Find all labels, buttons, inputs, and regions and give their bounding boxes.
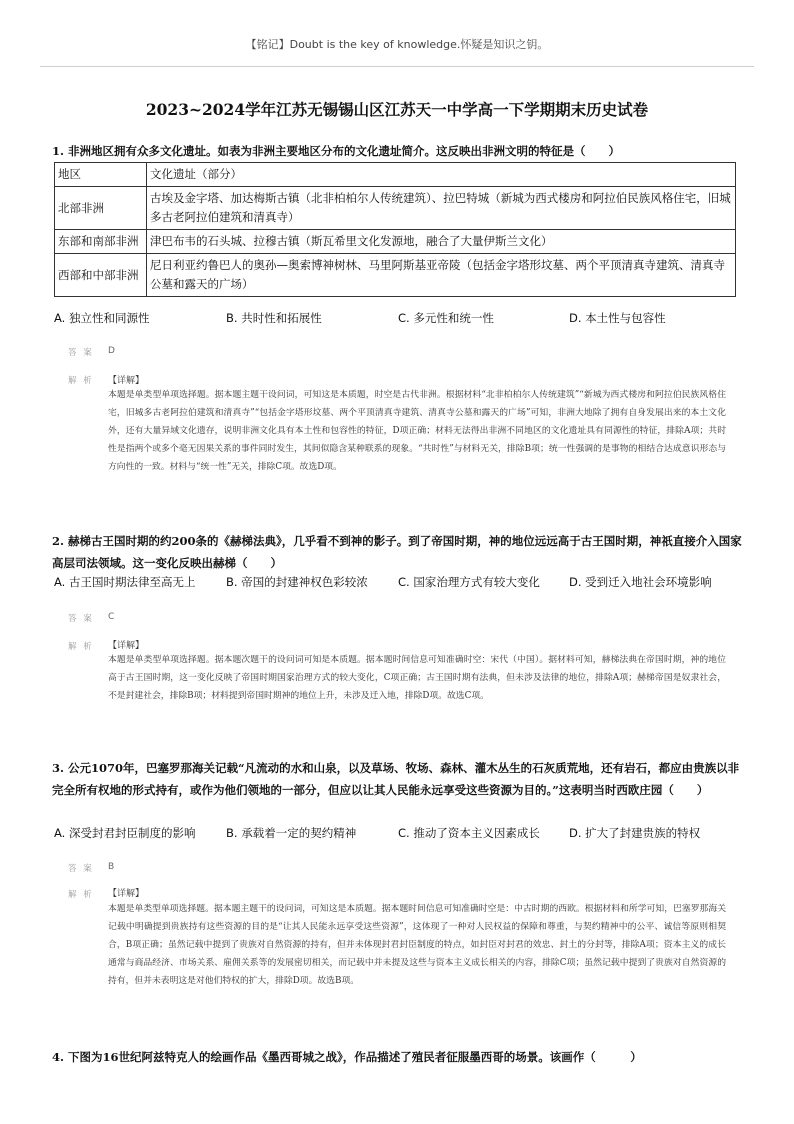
page-motto: 【铭记】Doubt is the key of knowledge.怀疑是知识之钥。 [245,38,549,51]
option-c[interactable]: C. 国家治理方式有较大变化 [398,575,540,589]
option-c[interactable]: C. 推动了资本主义因素成长 [398,826,540,840]
detail-tag: 【详解】 [108,889,145,899]
table-cell-sites: 尼日利亚约鲁巴人的奥孙—奥索博神树林、马里阿斯基亚帝陵（包括金字塔形坟墓、两个平顶清真寺建筑、清真寺公墓和露天的广场） [147,254,736,297]
option-c[interactable]: C. 多元性和统一性 [398,311,494,325]
explanation-text: 本题是单类型单项选择题。据本题主题干设问词，可知这是本质题，时空是古代非洲。根据材料“北非柏柏尔人传统建筑”“新城为西式楼房和阿拉伯民族风格住宅，旧城多古老阿拉伯建筑和清真寺”“包括金字塔形坟墓、两个平顶清真寺建筑、清真寺公墓和露天的广场”可知，非洲大地除了拥有自身发展出来的本土文化外，还有大量异域文化遗存，说明非洲文化具有本土性和包容性的特征，D项正确；材料无法得出非洲不同地区的文化遗址具有同源性的特征，排除A项；共时性是指两个或多个毫无因果关系的事件同时发生，其间似隐含某种联系的现象。“共时性”与材料无关，排除B项；统一性强调的是事物的相结合达成意识形态与方向性的一致。材料与“统一性”无关，排除C项。故选D项。 [108,390,726,472]
table-cell-sites: 古埃及金字塔、加达梅斯古镇（北非柏柏尔人传统建筑）、拉巴特城（新城为西式楼房和阿拉伯民族风格住宅，旧城多古老阿拉伯建筑和清真寺） [147,187,736,230]
question-1-options [54,310,744,328]
answer-value: C [108,612,115,622]
table-header-cell: 地区 [55,163,147,187]
analysis-label: 解 析 [68,890,94,900]
option-d[interactable]: D. 受到迁入地社会环境影响 [569,575,712,589]
answer-value: D [108,346,115,356]
question-2-options [54,574,744,592]
option-d[interactable]: D. 本土性与包容性 [569,311,666,325]
analysis-label: 解 析 [68,642,94,652]
table-row [55,187,736,230]
answer-label: 答 案 [68,614,94,624]
option-b[interactable]: B. 帝国的封建神权色彩较浓 [226,575,368,589]
table-cell-region: 东部和南部非洲 [55,230,147,254]
table-header-row [55,163,736,187]
analysis-label: 解 析 [68,376,94,386]
table-cell-region: 西部和中部非洲 [55,254,147,297]
option-a[interactable]: A. 古王国时期法律至高无上 [54,575,196,589]
option-d[interactable]: D. 扩大了封建贵族的特权 [569,826,701,840]
question-4-stem: 4. 下图为16世纪阿兹特克人的绘画作品《墨西哥城之战》，作品描述了殖民者征服墨西哥的场景。该画作（ ） [52,1050,642,1064]
explanation-text: 本题是单类型单项选择题。据本题主题干的设问词，可知这是本质题。据本题时间信息可知准确时空是：中古时期的西欧。根据材料和所学可知，巴塞罗那海关记载中明确提到贵族持有这些资源的目的是“让其人民能永远享受这些资源”，这体现了一种对人民权益的保障和尊重，与契约精神中的公平、诚信等原则相契合，B项正确；虽然记载中提到了贵族对自然资源的持有，但并未体现封君封臣制度的特点，如封臣对封君的效忠、封土的分封等，排除A项；资本主义的成长通常与商品经济、市场关系、雇佣关系等的发展密切相关，而记载中并未提及这些与资本主义成长相关的内容，排除C项；虽然记载中提到了贵族对自然资源的持有，但并未表明这是对他们特权的扩大，排除D项。故选B项。 [108,904,726,986]
table-row [55,230,736,254]
question-1-stem: 1. 非洲地区拥有众多文化遗址。如表为非洲主要地区分布的文化遗址简介。这反映出非洲文明的特征是（ ） [52,144,621,158]
answer-value: B [108,862,115,872]
table-cell-region: 北部非洲 [55,187,147,230]
question-3-options [54,825,744,843]
answer-label: 答 案 [68,864,94,874]
page-title: 2023~2024学年江苏无锡锡山区江苏天一中学高一下学期期末历史试卷 [145,100,649,119]
option-b[interactable]: B. 共时性和拓展性 [226,311,322,325]
detail-tag: 【详解】 [108,641,145,651]
option-a[interactable]: A. 深受封君封臣制度的影响 [54,826,196,840]
answer-label: 答 案 [68,348,94,358]
explanation-text: 本题是单类型单项选择题。据本题次题干的设问词可知是本质题。据本题时间信息可知准确时空：宋代（中国）。据材料可知，赫梯法典在帝国时期，神的地位高于古王国时期，这一变化反映了帝国时期国家治理方式的较大变化，C项正确；古王国时期有法典，但未涉及法律的地位，排除A项；赫梯帝国是奴隶社会，不是封建社会，排除B项；材料提到帝国时期神的地位上升，未涉及迁入地，排除D项。故选C项。 [108,655,726,701]
option-b[interactable]: B. 承载着一定的契约精神 [226,826,357,840]
option-a[interactable]: A. 独立性和同源性 [54,311,150,325]
table-cell-sites: 津巴布韦的石头城、拉穆古镇（斯瓦希里文化发源地，融合了大量伊斯兰文化） [147,230,736,254]
culture-sites-table [54,162,736,297]
table-row [55,254,736,297]
question-3-stem: 3. 公元1070年，巴塞罗那海关记载“凡流动的水和山泉，以及草场、牧场、森林、灌木丛生的石灰质荒地，还有岩石，都应由贵族以非完全所有权地的形式持有，或作为他们领地的一部分，但应以让其人民能永远享受这些资源为目的。”这表明当时西欧庄园（ ） [52,761,740,797]
question-2-stem: 2. 赫梯古王国时期的约200条的《赫梯法典》，几乎看不到神的影子。到了帝国时期，神的地位远远高于古王国时期，神祇直接介入国家高层司法领域。这一变化反映出赫梯（ ） [52,534,742,570]
table-header-cell: 文化遗址（部分） [147,163,736,187]
detail-tag: 【详解】 [108,376,145,386]
header-divider [40,66,754,67]
